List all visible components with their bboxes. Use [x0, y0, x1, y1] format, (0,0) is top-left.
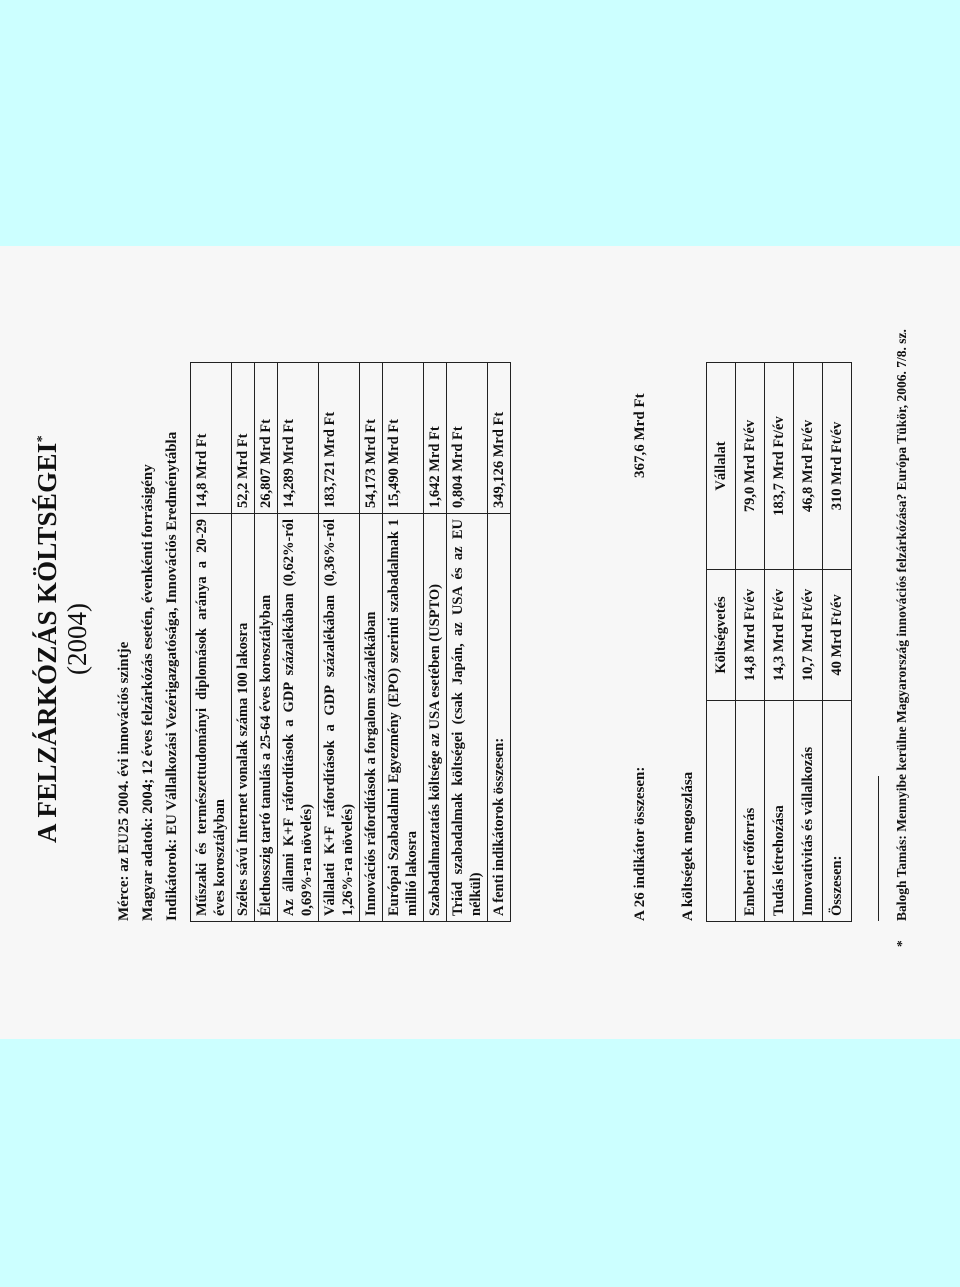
indicator-desc: Innovációs ráfordítások a forgalom százalékában	[360, 514, 383, 922]
table-row	[383, 363, 424, 922]
scanned-page	[0, 246, 960, 1039]
intro-line-measure: Mérce: az EU25 2004. évi innovációs szintje	[116, 641, 132, 921]
table-row-total	[823, 363, 852, 922]
footnote-text: Balogh Tamás: Mennyibe kerülne Magyarország innovációs felzárkózása? Európa Tükör, 2006. 7/8. sz.	[894, 329, 909, 921]
cost-distribution-table	[706, 362, 852, 922]
table-header-row	[707, 363, 736, 922]
cost-category: Összesen:	[823, 701, 852, 922]
indicator-value: 0,804 Mrd Ft	[447, 363, 488, 514]
cost-company: 79,0 Mrd Ft/év	[736, 363, 765, 570]
indicator-desc: Szabadalmaztatás költsége az USA esetében (USPTO)	[424, 514, 447, 922]
indicator-summary	[632, 361, 649, 921]
indicator-desc: Triád szabadalmak költségei (csak Japán, az USA és az EU nélkül)	[447, 514, 488, 922]
page-title: A FELZÁRKÓZÁS KÖLTSÉGEI*	[32, 435, 62, 843]
table-row	[424, 363, 447, 922]
table-row-total	[488, 363, 511, 922]
cost-budget: 10,7 Mrd Ft/év	[794, 570, 823, 701]
table-row	[736, 363, 765, 922]
intro-line-indicators: Indikátorok: EU Vállalkozási Vezérigazgatósága, Innovációs Eredménytábla	[164, 431, 180, 921]
page-subtitle: (2004)	[62, 603, 92, 675]
cost-budget: 14,3 Mrd Ft/év	[765, 570, 794, 701]
indicator-value: 1,642 Mrd Ft	[424, 363, 447, 514]
title-footnote-mark: *	[35, 435, 50, 443]
indicator-value: 349,126 Mrd Ft	[488, 363, 511, 514]
table-row	[232, 363, 255, 922]
indicator-value: 52,2 Mrd Ft	[232, 363, 255, 514]
footnote-star: *	[894, 940, 909, 947]
table-row	[255, 363, 278, 922]
cost-company: 183,7 Mrd Ft/év	[765, 363, 794, 570]
table-row	[278, 363, 319, 922]
table-row	[794, 363, 823, 922]
summary-value: 367,6 Mrd Ft	[632, 393, 648, 478]
table-row	[765, 363, 794, 922]
indicator-value: 54,173 Mrd Ft	[360, 363, 383, 514]
cost-category: Tudás létrehozása	[765, 701, 794, 922]
table-row	[360, 363, 383, 922]
indicator-value: 15,490 Mrd Ft	[383, 363, 424, 514]
indicator-value: 183,721 Mrd Ft	[319, 363, 360, 514]
header-cell	[707, 701, 736, 922]
rotated-document	[0, 246, 960, 1039]
intro-lines	[112, 432, 184, 921]
distribution-title: A költségek megoszlása	[680, 771, 696, 921]
cost-category: Emberi erőforrás	[736, 701, 765, 922]
indicator-desc: A fenti indikátorok összesen:	[488, 514, 511, 922]
indicator-desc: Az állami K+F ráfordítások a GDP százalékában (0,62%-ról 0,69%-ra növelés)	[278, 514, 319, 922]
cost-category: Innovativitás és vállalkozás	[794, 701, 823, 922]
table-row	[447, 363, 488, 922]
header-cell: Vállalat	[707, 363, 736, 570]
indicator-desc: Műszaki és természettudományi diplomások aránya a 20-29 éves korosztályban	[191, 514, 232, 922]
summary-label: A 26 indikátor összesen:	[632, 766, 648, 921]
cost-budget: 14,8 Mrd Ft/év	[736, 570, 765, 701]
title-block	[28, 299, 92, 979]
indicator-desc: Élethosszig tartó tanulás a 25-64 éves korosztályban	[255, 514, 278, 922]
table-row	[319, 363, 360, 922]
cost-company: 310 Mrd Ft/év	[823, 363, 852, 570]
footnote	[890, 321, 914, 947]
cost-budget: 40 Mrd Ft/év	[823, 570, 852, 701]
cost-company: 46,8 Mrd Ft/év	[794, 363, 823, 570]
header-cell: Költségvetés	[707, 570, 736, 701]
table-row	[191, 363, 232, 922]
indicator-value: 14,8 Mrd Ft	[191, 363, 232, 514]
indicator-table	[190, 362, 511, 922]
indicator-value: 26,807 Mrd Ft	[255, 363, 278, 514]
indicator-value: 14,289 Mrd Ft	[278, 363, 319, 514]
indicator-desc: Széles sávú Internet vonalak száma 100 lakosra	[232, 514, 255, 922]
intro-line-data: Magyar adatok: 2004; 12 éves felzárkózás esetén, évenkénti forrásigény	[140, 464, 156, 921]
indicator-desc: Vállalati K+F ráfordítások a GDP százalékában (0,36%-ról 1,26%-ra növelés)	[319, 514, 360, 922]
footnote-divider	[878, 776, 879, 921]
indicator-desc: Európai Szabadalmi Egyezmény (EPO) szerinti szabadalmak 1 millió lakosra	[383, 514, 424, 922]
